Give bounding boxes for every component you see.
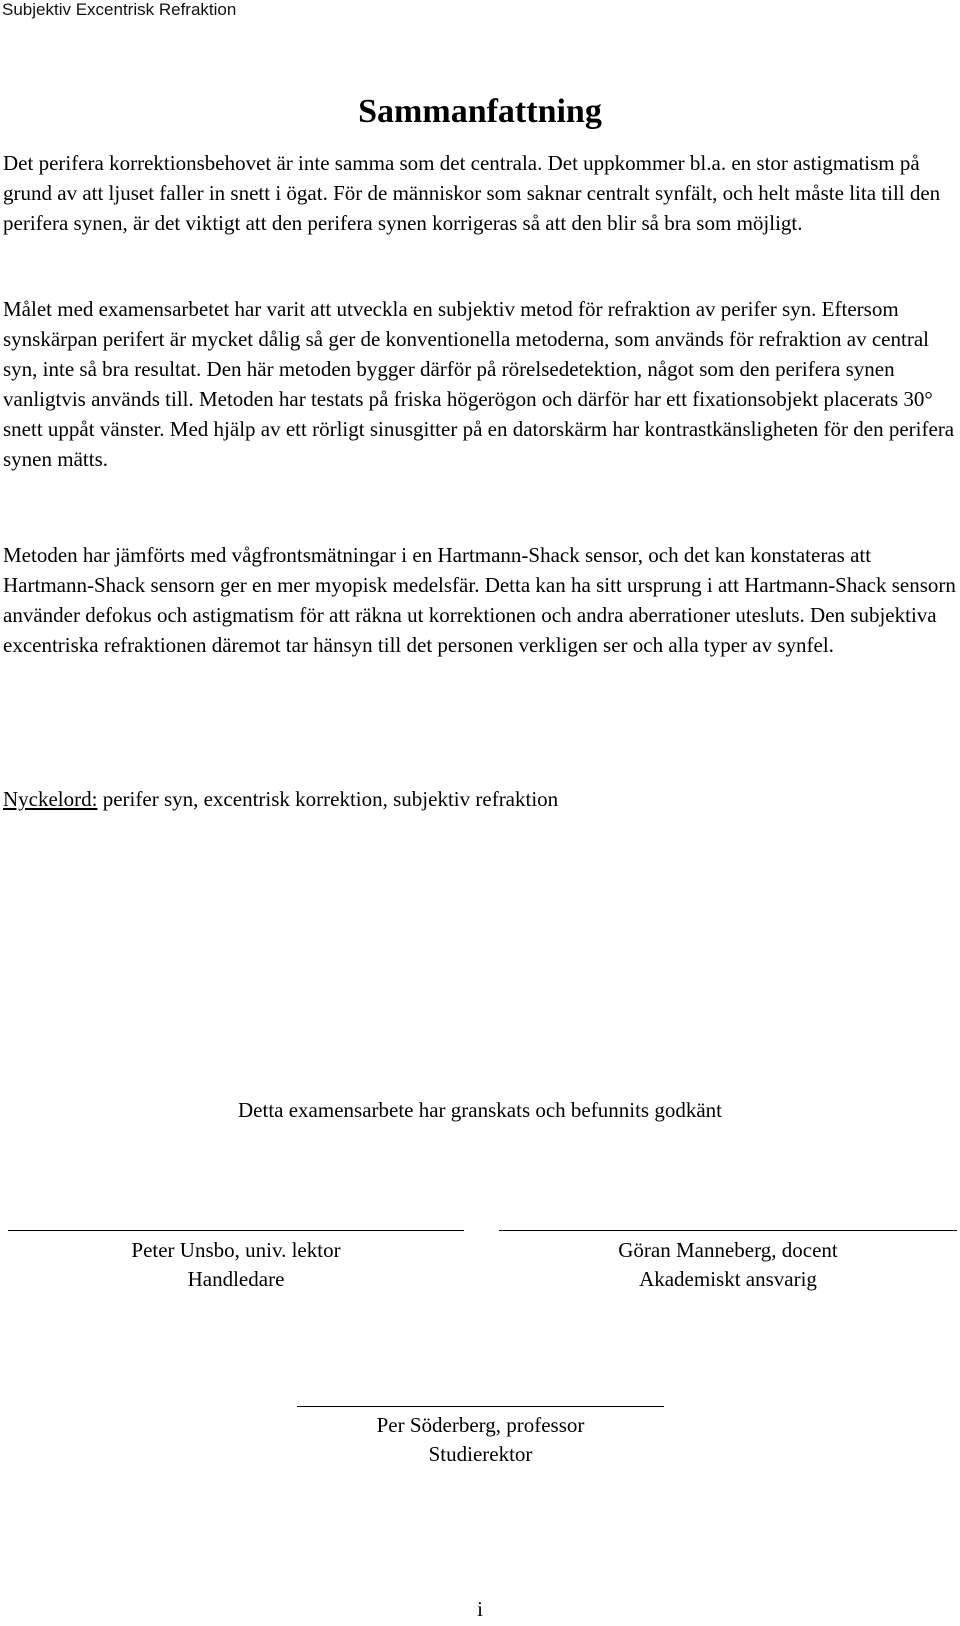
signature-line-center: [297, 1406, 664, 1407]
abstract-paragraph-2: Målet med examensarbetet har varit att utveckla en subjektiv metod för refraktion av perifer syn. Eftersom synskärpan perifert är mycket dålig så ger de konventionella metoderna, som används för refraktion av central syn, inte så bra resultat. Den här metoden bygger därför på rörelsedetektion, något som den perifera synen vanligtvis används till. Metoden har testats på friska högerögon och därför har ett fixationsobjekt placerats 30° snett uppåt vänster. Med hjälp av ett rörligt sinusgitter på en datorskärm har kontrastkänsligheten för den perifera synen mätts.: [3, 297, 955, 471]
page-title: Sammanfattning: [358, 93, 602, 130]
abstract-paragraph-3: Metoden har jämförts med vågfrontsmätningar i en Hartmann-Shack sensor, och det kan konstateras att Hartmann-Shack sensorn ger en mer myopisk medelsfär. Detta kan ha sitt ursprung i att Hartmann-Shack sensorn använder defokus och astigmatism för att räkna ut korrektionen och andra aberrationer utesluts. Den subjektiva excentriska refraktionen däremot tar hänsyn till det personen verkligen ser och alla typer av synfel.: [3, 543, 956, 657]
running-header: Subjektiv Excentrisk Refraktion: [2, 0, 237, 19]
signature-role-right: Akademiskt ansvarig: [639, 1267, 817, 1291]
signature-name-right: Göran Manneberg, docent: [618, 1238, 838, 1262]
abstract-paragraph-1: Det perifera korrektionsbehovet är inte samma som det centrala. Det uppkommer bl.a. en stor astigmatism på grund av att ljuset faller in snett i ögat. För de människor som saknar centralt synfält, och helt måste lita till den perifera synen, är det viktigt att den perifera synen korrigeras så att den blir så bra som möjligt.: [3, 151, 941, 235]
page-number: i: [477, 1597, 483, 1621]
signature-role-left: Handledare: [187, 1267, 285, 1291]
signature-role-center: Studierektor: [428, 1442, 533, 1466]
signature-name-center: Per Söderberg, professor: [376, 1413, 585, 1437]
signature-block-right: [499, 1236, 957, 1294]
signature-name-left: Peter Unsbo, univ. lektor: [131, 1238, 341, 1262]
keywords-label: Nyckelord:: [3, 787, 98, 811]
signature-line-left: [8, 1230, 464, 1231]
signature-line-right: [499, 1230, 957, 1231]
approval-statement: Detta examensarbete har granskats och befunnits godkänt: [238, 1098, 722, 1122]
keywords-line: [3, 784, 558, 814]
keywords-text: perifer syn, excentrisk korrektion, subjektiv refraktion: [97, 787, 559, 811]
signature-block-left: [8, 1236, 464, 1294]
signature-block-center: [297, 1411, 664, 1469]
